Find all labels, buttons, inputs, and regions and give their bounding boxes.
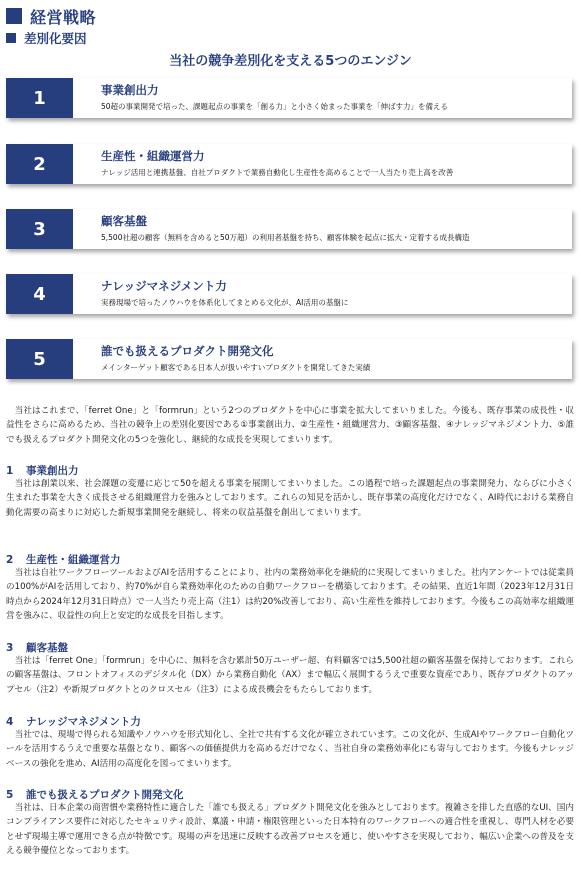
section-number: 3: [6, 642, 14, 654]
engine-card-2: [6, 144, 572, 184]
engine-name: 誰でも扱えるプロダクト開発文化: [101, 344, 274, 358]
section-body-3: 当社は「ferret One」「formrun」を中心に、無料を含む累計50万ユーザー超、有料顧客では5,500社超の顧客基盤を保持しております。これらの顧客基盤は、フロントオフィスのデジタル化（DX）から業務自動化（AX）まで幅広く展開するうえで重要な資産であり、既存プロダクトのアップセル（注2）や新規プロダクトとのクロスセル（注3）による成長機会をもたらしております。: [6, 656, 574, 695]
section-body-1: 当社は創業以来、社会課題の変遷に応じて50を超える事業を展開してまいりました。この過程で培った課題起点の事業開発力、ならびに小さく生まれた事業を大きく成長させる組織運営力を強みとしております。これらの知見を活かし、既存事業の高度化だけでなく、AI時代における業務自動化需要の高まりに対応した新規事業開発を継続し、将来の収益基盤を創出してまいります。: [6, 479, 574, 518]
engine-description: 50超の事業開発で培った、課題起点の事業を「創る力」と小さく始まった事業を「伸ばす力」を備える: [101, 102, 449, 111]
section-title-text: ナレッジマネジメント力: [26, 716, 141, 728]
section-number: 2: [6, 554, 14, 566]
section-title-3: [6, 640, 68, 655]
engine-card-5: [6, 339, 572, 379]
engine-description: 実務現場で培ったノウハウを体系化してまとめる文化が、AI活用の基盤に: [101, 298, 349, 307]
heading-square-icon: [6, 8, 22, 24]
section-title-text: 生産性・組織運営力: [26, 554, 121, 566]
engine-description: メインターゲット顧客である日本人が扱いやすいプロダクトを開発してきた実績: [101, 363, 371, 372]
engine-number: 1: [6, 78, 73, 118]
section-number: 5: [6, 789, 14, 801]
heading-text: 経営戦略: [30, 7, 97, 27]
section-title-text: 顧客基盤: [26, 642, 68, 654]
section-heading: [6, 5, 96, 27]
section-number: 1: [6, 465, 14, 477]
engine-description: ナレッジ活用と連携基盤、自社プロダクトで業務自動化し生産性を高めることで一人当たり売上高を改善: [101, 168, 454, 177]
section-title-text: 誰でも扱えるプロダクト開発文化: [26, 789, 184, 801]
engine-name: 顧客基盤: [101, 214, 147, 228]
engine-name: 事業創出力: [101, 83, 159, 97]
section-body-2: 当社は自社ワークフローツールおよびAIを活用することにより、社内の業務効率化を継続的に実現してまいりました。社内アンケートでは従業員の100%がAIを活用しており、約70%が自ら業務効率化のための自動ワークフローを構築しております。その結果、直近1年間（2023年12月31日時点から2024年12月31日時点）で一人当たり売上高（注1）は約20%改善しており、高い生産性を維持しております。今後もこの高効率な組織運営を強みに、収益性の向上と安定的な成長を目指します。: [6, 568, 574, 622]
section-title-1: [6, 463, 79, 478]
subsection-heading: [6, 29, 87, 47]
intro-paragraph: 当社はこれまで、「ferret One」と「formrun」という2つのプロダクトを中心に事業を拡大してまいりました。今後も、既存事業の成長性・収益性をさらに高めるため、当社の競争上の差別化要因である①事業創出力、②生産性・組織運営力、③顧客基盤、④ナレッジマネジメント力、⑤誰でも扱えるプロダクト開発文化の5つを強化し、継続的な成長を実現してまいります。: [6, 406, 574, 445]
engine-name: 生産性・組織運営力: [101, 149, 205, 163]
section-number: 4: [6, 716, 14, 728]
engine-card-4: [6, 274, 572, 314]
engine-name: ナレッジマネジメント力: [101, 279, 227, 293]
diagram-title: 当社の競争差別化を支える5つのエンジン: [169, 54, 412, 69]
section-body-4: 当社では、現場で得られる知識やノウハウを形式知化し、全社で共有する文化が確立されています。この文化が、生成AIやワークフロー自動化ツールを活用するうえで重要な基盤となり、顧客への価値提供力を高めるだけでなく、当社自身の業務効率化にも寄与しております。今後もナレッジベースの強化を進め、AI活用の高度化を図ってまいります。: [6, 730, 574, 769]
subheading-square-icon: [6, 33, 16, 43]
section-title-4: [6, 714, 141, 729]
engine-description: 5,500社超の顧客（無料を含めると50万超）の利用者基盤を持ち、顧客体験を起点に拡大・定着する成長構造: [101, 233, 470, 242]
section-title-2: [6, 552, 121, 567]
engine-number: 4: [6, 274, 73, 314]
subheading-text: 差別化要因: [24, 31, 87, 46]
engine-number: 3: [6, 209, 73, 249]
section-title-5: [6, 787, 184, 802]
engine-number: 2: [6, 144, 73, 184]
engine-card-3: [6, 209, 572, 249]
engine-card-1: [6, 78, 572, 118]
section-title-text: 事業創出力: [26, 465, 79, 477]
engine-number: 5: [6, 339, 73, 379]
section-body-5: 当社は、日本企業の商習慣や業務特性に適合した「誰でも扱える」プロダクト開発文化を強みとしております。複雑さを排した直感的なUI、国内コンプライアンス要件に対応したセキュリティ設計、稟議・申請・権限管理といった日本特有のワークフローへの適合性を重視し、専門人材を必要とせず現場主導で運用できる点が特徴です。現場の声を迅速に反映する改善プロセスを通じ、使いやすさを実現しており、幅広い企業への普及を支える競争優位となっております。: [6, 803, 574, 857]
